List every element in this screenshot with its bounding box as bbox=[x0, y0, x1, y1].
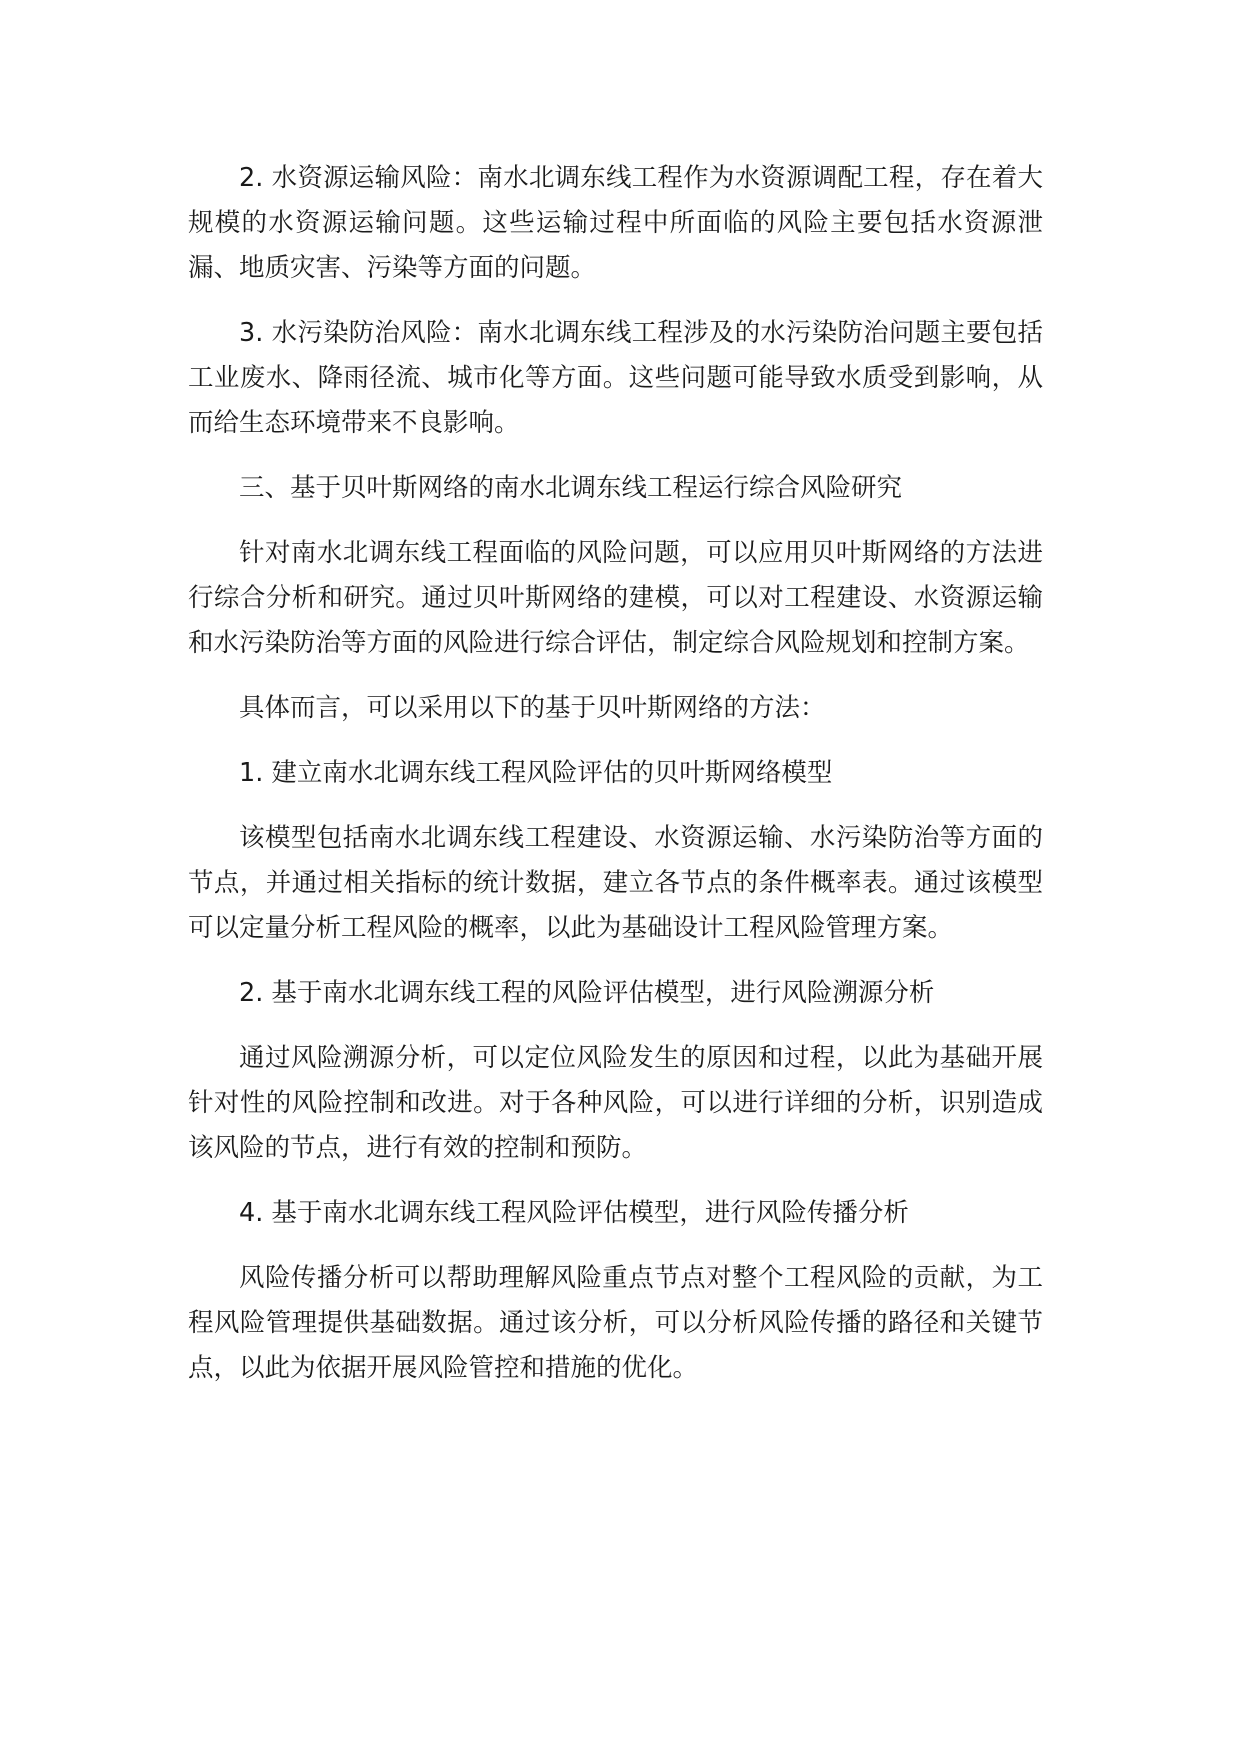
paragraph-water-pollution-risk: 3. 水污染防治风险：南水北调东线工程涉及的水污染防治问题主要包括工业废水、降雨径流、城市化等方面。这些问题可能导致水质受到影响，从而给生态环境带来不良影响。 bbox=[188, 318, 1043, 438]
paragraph-propagation-description: 风险传播分析可以帮助理解风险重点节点对整个工程风险的贡献，为工程风险管理提供基础数据。通过该分析，可以分析风险传播的路径和关键节点，以此为依据开展风险管控和措施的优化。 bbox=[188, 1263, 1043, 1383]
paragraph-traceability-description: 通过风险溯源分析，可以定位风险发生的原因和过程，以此为基础开展针对性的风险控制和改进。对于各种风险，可以进行详细的分析，识别造成该风险的节点，进行有效的控制和预防。 bbox=[188, 1043, 1043, 1163]
list-item-propagation-analysis: 4. 基于南水北调东线工程风险评估模型，进行风险传播分析 bbox=[239, 1198, 909, 1228]
section-heading-bayesian-research: 三、基于贝叶斯网络的南水北调东线工程运行综合风险研究 bbox=[239, 473, 903, 503]
paragraph-methods-intro: 具体而言，可以采用以下的基于贝叶斯网络的方法： bbox=[239, 693, 826, 723]
list-item-traceability-analysis: 2. 基于南水北调东线工程的风险评估模型，进行风险溯源分析 bbox=[239, 978, 935, 1008]
list-item-build-model: 1. 建立南水北调东线工程风险评估的贝叶斯网络模型 bbox=[239, 758, 833, 788]
paragraph-bayesian-approach: 针对南水北调东线工程面临的风险问题，可以应用贝叶斯网络的方法进行综合分析和研究。通过贝叶斯网络的建模，可以对工程建设、水资源运输和水污染防治等方面的风险进行综合评估，制定综合风险规划和控制方案。 bbox=[188, 538, 1043, 658]
paragraph-water-transport-risk: 2. 水资源运输风险：南水北调东线工程作为水资源调配工程，存在着大规模的水资源运输问题。这些运输过程中所面临的风险主要包括水资源泄漏、地质灾害、污染等方面的问题。 bbox=[188, 163, 1043, 283]
paragraph-model-description: 该模型包括南水北调东线工程建设、水资源运输、水污染防治等方面的节点，并通过相关指标的统计数据，建立各节点的条件概率表。通过该模型可以定量分析工程风险的概率，以此为基础设计工程风险管理方案。 bbox=[188, 823, 1043, 943]
document-body bbox=[188, 156, 1043, 1411]
